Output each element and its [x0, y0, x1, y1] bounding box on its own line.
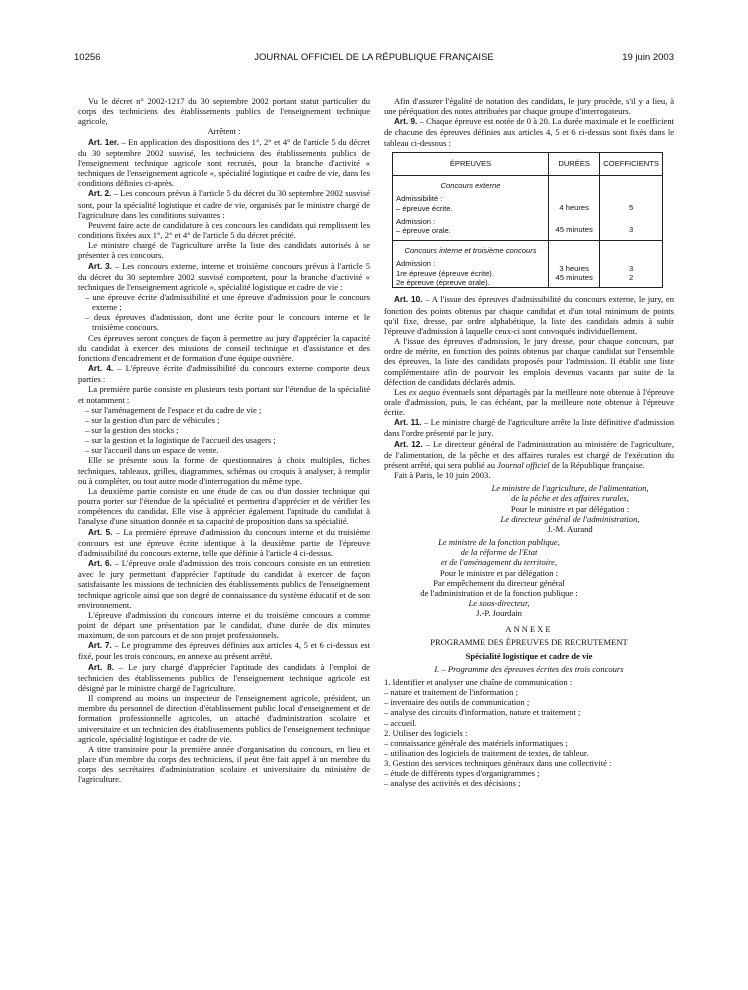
table-cell: 5 3 [600, 175, 663, 240]
article-label: Art. 9. [394, 117, 418, 127]
table-cell: 3 2 [600, 240, 663, 288]
right-column [384, 96, 674, 789]
list-item: – deux épreuves d'admission, dont une écrite pour le concours interne et le troisième concours. [85, 312, 370, 333]
paragraph: Vu le décret n° 2002-1217 du 30 septembre 2002 portant statut particulier du corps des techniciens des établissements publics de l'enseignement technique agricole, [78, 96, 370, 127]
article-label: Art. 1er. [88, 137, 119, 147]
list-item: – sur la gestion d'un parc de véhicules ; [85, 414, 220, 425]
article-11: Art. 11. – Le ministre chargé de l'agriculture arrête la liste définitive d'admission dans l'ordre présenté par le jury. [384, 417, 674, 439]
arrete-heading: Arrêtent : [207, 126, 241, 137]
paragraph: La deuxième partie consiste en une étude de cas ou d'un dossier technique qui pourra porter sur l'étendue de la spécialité et permettra d'apprécier et de vérifier les compétences du candidat. Elle vise à apprécier également l'aptitude du candidat à l'analyse d'une situation donnée et sa capacité de proposition dans sa spécialité. [78, 485, 370, 527]
paragraph: La première partie consiste en plusieurs tests portant sur l'étendue de la spécialité et notamment : [78, 384, 370, 405]
list-item: – sur la gestion et la logistique de l'accueil des usagers ; [85, 435, 276, 446]
article-label: Art. 6. [88, 559, 112, 569]
list-item: – étude de différents types d'organigrammes ; [384, 768, 540, 779]
article-8: Art. 8. – Le jury chargé d'apprécier l'aptitude des candidats à l'emploi de technicien des établissements publics de l'enseignement technique agricole est désigné par le ministre chargé de l'agriculture. [78, 661, 370, 693]
page-number: 10256 [74, 52, 101, 63]
paragraph: A titre transitoire pour la première année d'organisation du concours, en lieu et place d'un membre du corps des techniciens, il peut être fait appel à un membre du corps des secrétaires d'administration scolaire et universitaire du ministère de l'agriculture. [78, 743, 370, 785]
list-item: – analyse des activités et des décisions ; [384, 778, 521, 789]
signature-block-1: Le ministre de l'agriculture, de l'alimentation, de la pêche et des affaires rurales, Pour le ministre et par délégation : Le directeur général de l'administration, J.-M. Aurand [384, 483, 674, 534]
article-3: Art. 3. – Les concours externe, interne et troisième concours prévus à l'article 5 du décret du 30 septembre 2002 susvisé comportent, pour la branche d'activité « techniques de l'enseignement agricole », spécialité logistique et cadre de vie : [78, 260, 370, 292]
table-cell: 3 heures 45 minutes [549, 240, 600, 288]
list-item: – accueil. [384, 717, 417, 728]
section-label: Concours externe [440, 180, 501, 190]
list-item: – connaissance générale des matériels informatiques ; [384, 737, 568, 748]
signature-block-2: Le ministre de la fonction publique, de la réforme de l'Etat et de l'aménagement du territoire, Pour le ministre et par délégation : Par empêchement du directeur général de l'administration et de la fonction publique : Le sous-directeur, J.-P. Jourdain [384, 537, 674, 618]
list-item: – une épreuve écrite d'admissibilité et une épreuve d'admission pour le concours externe ; [85, 291, 370, 313]
paragraph: A l'issue des épreuves d'admission, le jury dresse, pour chaque concours, par ordre de mérite, en fonction des points obtenus par chaque candidat sur l'ensemble des épreuves, la liste des candidats proposés pour l'admission. Il établit une liste complémentaire afin de pourvoir les emplois devenus vacants par suite de la défection de candidats déclarés admis. [384, 336, 674, 387]
list-item: 2. Utiliser des logiciels : [384, 727, 468, 738]
journal-title: JOURNAL OFFICIEL DE LA RÉPUBLIQUE FRANÇAISE [254, 52, 494, 63]
article-4: Art. 4. – L'épreuve écrite d'admissibilité du concours externe comporte deux parties : [78, 363, 370, 385]
paragraph: Ces épreuves seront conçues de façon à permettre au jury d'apprécier la capacité du candidat à exercer des missions de conseil technique et d'assistance et des fonctions d'encadrement et de formation d'une équipe ouvrière. [78, 332, 370, 363]
list-item: – inventaire des outils de communication ; [384, 697, 530, 708]
section-heading: I. – Programme des épreuves écrites des trois concours [434, 663, 624, 674]
table-cell: Concours externe Admissibilité : – épreuve écrite. Admission : – épreuve orale. [393, 175, 549, 240]
annexe-heading: ANNEXE [505, 624, 553, 635]
issue-date: 19 juin 2003 [622, 52, 674, 63]
table-row [393, 240, 663, 288]
annexe-title: PROGRAMME DES ÉPREUVES DE RECRUTEMENT [430, 637, 628, 648]
signatory-name: J.-P. Jourdain [476, 608, 522, 619]
article-1: Art. 1er. – En application des dispositions des 1°, 2° et 4° de l'article 5 du décret du 30 septembre 2002 susvisé, les techniciens des établissements publics de l'enseignement technique agricole sont recrutés, pour la branche d'activité « techniques de l'enseignement agricole », spécialité logistique et cadre de vie, dans les conditions définies ci-après. [78, 136, 371, 189]
signatory-name: J.-M. Aurand [547, 523, 593, 534]
article-label: Art. 3. [88, 261, 112, 271]
article-7: Art. 7. – Le programme des épreuves définies aux articles 4, 5 et 6 ci-dessus est fixé, pour les trois concours, en annexe au présent arrêté. [78, 640, 370, 662]
article-label: Art. 11. [394, 418, 422, 428]
article-label: Art. 10. [394, 295, 423, 305]
paragraph: Les ex aequo éventuels sont départagés par la meilleure note obtenue à l'épreuve orale d'admission, puis, le cas échéant, par la meilleure note obtenue à l'épreuve écrite. [384, 386, 674, 418]
article-label: Art. 5. [88, 527, 113, 537]
paragraph: L'épreuve d'admission du concours interne et du troisième concours a comme point de départ une présentation par le candidat, d'une durée de dix minutes maximum, de son parcours et de son projet professionnels. [78, 609, 370, 641]
article-5: Art. 5. – La première épreuve d'admission du concours interne et du troisième concours est une épreuve écrite identique à la deuxième partie de l'épreuve d'admissibilité du concours externe, telle que définie à l'article 4 ci-dessus. [78, 526, 370, 558]
paragraph: Afin d'assurer l'égalité de notation des candidats, le jury procède, s'il y a lieu, à une péréquation des notes attribuées par chaque groupe d'interrogateurs. [384, 96, 674, 117]
table-cell: Concours interne et troisième concours Admission : 1re épreuve (épreuve écrite). 2e épreuve (épreuve orale). [393, 240, 549, 288]
epreuves-table [392, 152, 663, 289]
left-column [78, 96, 370, 784]
article-label: Art. 2. [88, 189, 112, 199]
list-item: – sur la gestion des stocks ; [85, 425, 179, 435]
list-item: 3. Gestion des services techniques généraux dans une collectivité : [384, 758, 612, 769]
paragraph: Elle se présente sous la forme de questionnaires à choix multiples, fiches techniques, tableaux, grilles, diagrammes, schémas ou croquis à analyser, à remplir ou à compléter, ou tout autre mode d'interrogation du même type. [78, 455, 370, 486]
list-item: – analyse des circuits d'information, nature et traitement ; [384, 707, 581, 718]
list-item: 1. Identifier et analyser une chaîne de communication : [384, 676, 573, 687]
table-row [393, 175, 663, 240]
article-10: Art. 10. – A l'issue des épreuves d'admissibilité du concours externe, le jury, en fonction des points obtenus par chaque candidat et d'un total minimum de points qu'il fixe, dresse, par ordre alphabétique, la liste des candidats admis à subir l'épreuve d'admission à laquelle ceux-ci sont convoqués individuellement. [384, 294, 674, 336]
article-label: Art. 12. [394, 439, 423, 449]
table-header-row [393, 152, 663, 175]
article-9: Art. 9. – Chaque épreuve est notée de 0 à 20. La durée maximale et le coefficient de chacune des épreuves définies aux articles 4, 5 et 6 ci-dessus sont fixés dans le tableau ci-dessous : [384, 116, 674, 148]
list-item: – sur l'aménagement de l'espace et du cadre de vie ; [85, 404, 262, 415]
paragraph: Il comprend au moins un inspecteur de l'enseignement agricole, président, un membre du personnel de direction d'établissement public local d'enseignement et de formation professionnelle agricoles, un attaché d'administration scolaire et universitaire et un technicien des établissements publics de l'enseignement technique agricole, spécialité logistique et cadre de vie. [78, 693, 370, 744]
table-header: ÉPREUVES [393, 152, 549, 175]
table-header: COEFFICIENTS [600, 152, 663, 175]
list-item: – sur l'accueil dans un espace de vente. [85, 445, 219, 456]
list-item: – nature et traitement de l'information ; [384, 687, 518, 698]
paragraph: Peuvent faire acte de candidature à ces concours les candidats qui remplissent les conditions fixées aux 1°, 2° et 4° de l'article 5 du décret précité. [78, 219, 370, 241]
list-item: – utilisation des logiciels de traitement de textes, de tableur. [384, 748, 589, 758]
article-2: Art. 2. – Les concours prévus à l'article 5 du décret du 30 septembre 2002 susvisé sont, pour la spécialité logistique et cadre de vie, organisés par le ministre chargé de l'agriculture dans les conditions suivantes : [78, 188, 370, 220]
article-6: Art. 6. – L'épreuve orale d'admission des trois concours consiste en un entretien avec le jury permettant d'apprécier l'aptitude du candidat à exercer de façon satisfaisante les missions de technicien des établissements publics de l'enseignement technique agricole ainsi que son degré de connaissance du système éducatif et de son environnement. [78, 558, 370, 610]
article-label: Art. 8. [88, 662, 114, 672]
article-12: Art. 12. – Le directeur général de l'administration au ministère de l'agriculture, de l'alimentation, de la pêche et des affaires rurales est chargé de l'exécution du présent arrêté, qui sera publié au Journal officiel de la République française. [384, 438, 674, 470]
annexe-subtitle: Spécialité logistique et cadre de vie [465, 650, 593, 661]
signature-date: Fait à Paris, le 10 juin 2003. [394, 470, 491, 481]
table-header: DURÉES [549, 152, 600, 175]
table-cell: 4 heures 45 minutes [549, 175, 600, 240]
article-label: Art. 4. [88, 364, 114, 374]
section-label: Concours interne et troisième concours [404, 245, 537, 255]
paragraph: Le ministre chargé de l'agriculture arrête la liste des candidats autorisés à se présenter à ces concours. [78, 240, 370, 261]
article-label: Art. 7. [88, 641, 112, 651]
page-header [74, 52, 674, 66]
